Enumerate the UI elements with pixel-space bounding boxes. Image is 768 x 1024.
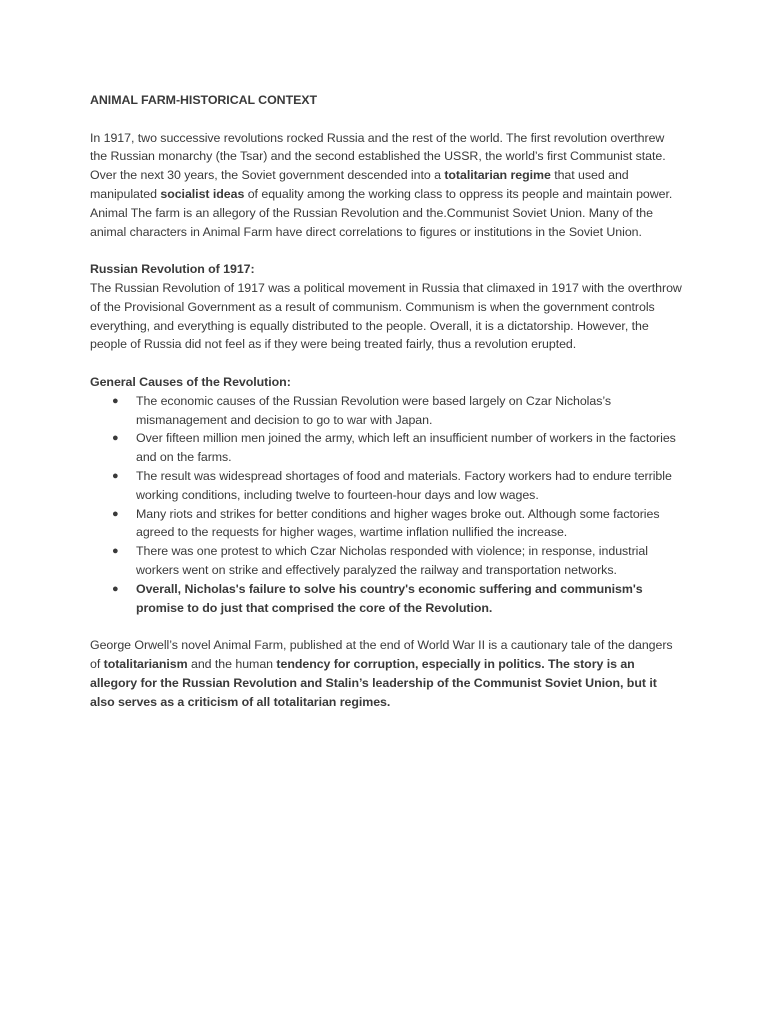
intro-text-1: In 1917, two successive revolutions rocked Russia and the rest of the world. The first revolution overthrew the Russian monarchy (the Tsar) and the second established the USSR, the world’s first Communist state. Over the next 30 years, the Soviet government descended into a xyxy=(90,130,666,183)
list-item xyxy=(90,505,682,543)
bullet-icon: ● xyxy=(112,507,119,520)
closing-bold-totalitarianism: totalitarianism xyxy=(103,656,188,671)
bullet-icon: ● xyxy=(112,469,119,482)
closing-bold-corruption: tendency for corruption, especially in politics. The story is an allegory for the Russian Revolution and Stalin’s leadership of the Communist Soviet Union, but it also serves as a criticism of all totalitarian regimes. xyxy=(90,656,657,709)
intro-bold-socialist-ideas: socialist ideas xyxy=(160,186,245,201)
closing-paragraph xyxy=(90,636,682,711)
list-item-text: Many riots and strikes for better conditions and higher wages broke out. Although some factories agreed to the requests for higher wages, wartime inflation nullified the increase. xyxy=(136,506,660,540)
list-item xyxy=(90,429,682,467)
list-item xyxy=(90,580,682,618)
list-item xyxy=(90,467,682,505)
intro-text-3: of equality among the working class to oppress its people and maintain power. Animal The farm is an allegory of the Russian Revolution and the.Communist Soviet Union. Many of the animal characters in Animal Farm have direct correlations to figures or institutions in the Soviet Union. xyxy=(90,186,673,239)
list-item-text: There was one protest to which Czar Nicholas responded with violence; in response, industrial workers went on strike and effectively paralyzed the railway and transportation networks. xyxy=(136,544,648,577)
list-item-text: Over fifteen million men joined the army, which left an insufficient number of workers in the factories and on the farms. xyxy=(136,431,676,465)
intro-paragraph xyxy=(90,129,682,242)
document-page xyxy=(90,91,682,730)
list-item xyxy=(90,392,682,430)
list-item xyxy=(90,542,682,580)
bullet-icon: ● xyxy=(112,394,119,407)
list-item-text: The result was widespread shortages of food and materials. Factory workers had to endure terrible working conditions, including twelve to fourteen-hour days and low wages. xyxy=(136,468,672,502)
list-item-text: Overall, Nicholas's failure to solve his country's economic suffering and communism's promise to do just that comprised the core of the Revolution. xyxy=(136,581,643,615)
closing-text-1: George Orwell’s novel Animal Farm, published at the end of World War II is a cautionary tale of the dangers of xyxy=(90,638,673,671)
intro-bold-totalitarian-regime: totalitarian regime xyxy=(444,168,551,183)
russian-revolution-paragraph: The Russian Revolution of 1917 was a political movement in Russia that climaxed in 1917 with the overthrow of the Provisional Government as a result of communism. Communism is when the government controls everything, and everything is equally distributed to the people. Overall, it is a dictatorship. However, the people of Russia did not feel as if they were being treated fairly, thus a revolution erupted. xyxy=(90,280,682,352)
bullet-icon: ● xyxy=(112,432,119,445)
section-heading-general-causes: General Causes of the Revolution: xyxy=(90,374,291,389)
closing-text-2: and the human xyxy=(187,656,277,671)
section-heading-russian-revolution: Russian Revolution of 1917: xyxy=(90,262,255,277)
list-item-text: The economic causes of the Russian Revolution were based largely on Czar Nicholas’s mismanagement and decision to go to war with Japan. xyxy=(136,393,611,427)
causes-list xyxy=(90,392,682,618)
document-title: ANIMAL FARM-HISTORICAL CONTEXT xyxy=(90,93,318,107)
bullet-icon: ● xyxy=(112,545,119,558)
bullet-icon: ● xyxy=(112,582,119,595)
intro-text-2: that used and manipulated xyxy=(90,168,629,201)
